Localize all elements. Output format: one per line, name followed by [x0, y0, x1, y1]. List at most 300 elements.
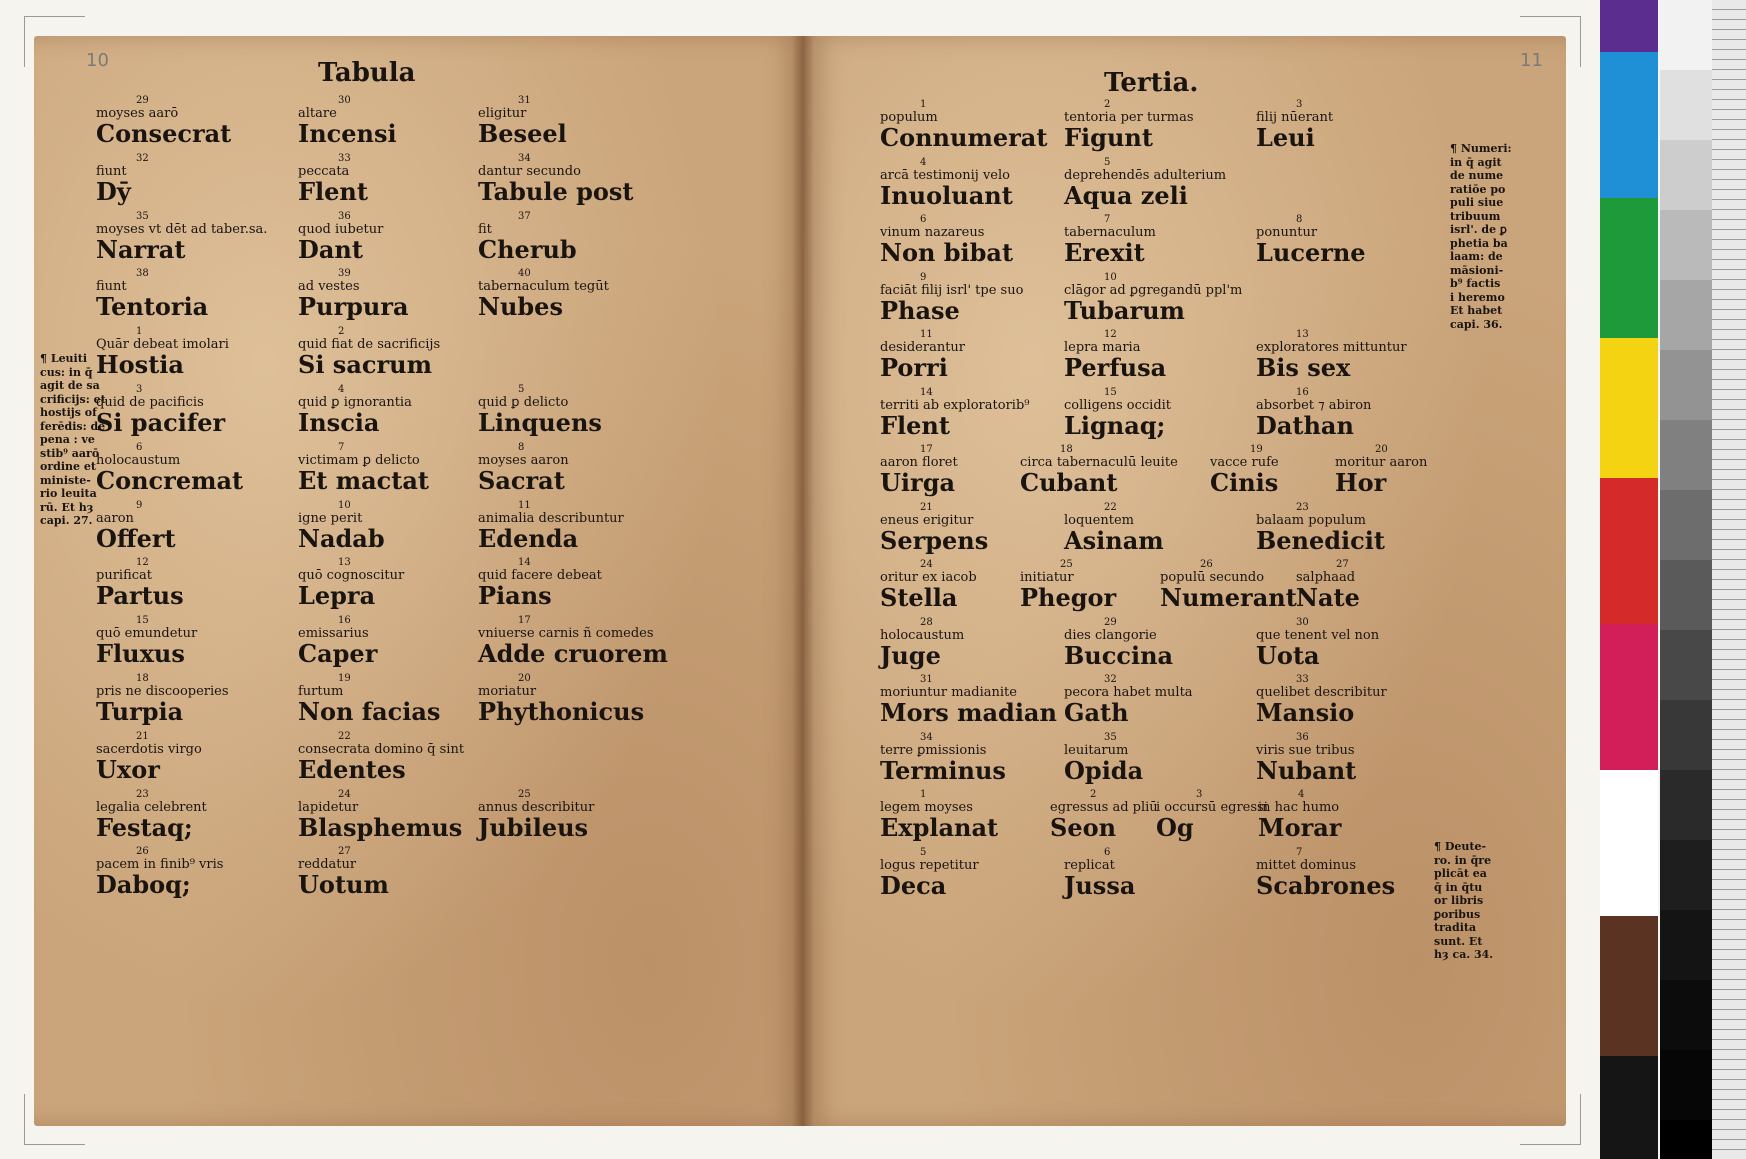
left-entry [298, 327, 440, 378]
entry-gloss: furtum [298, 684, 344, 699]
entry-headword: Si sacrum [298, 350, 432, 380]
entry-gloss: animalia describuntur [478, 510, 624, 526]
entry-headword: Si pacifer [96, 408, 226, 437]
margin-note-line: ꝑoribus [1434, 907, 1481, 921]
right-entry [1335, 445, 1427, 496]
entry-number: 33 [1296, 674, 1309, 685]
right-entry [880, 560, 977, 611]
right-entry [1064, 503, 1164, 554]
entry-gloss: leuitarum [1064, 742, 1129, 758]
entry-headword: Edentes [298, 754, 406, 784]
entry-number: 5 [920, 846, 927, 858]
entry-number: 14 [518, 557, 531, 569]
right-entry [1256, 618, 1379, 669]
entry-number: 18 [136, 673, 149, 684]
entry-headword: Linquens [478, 408, 602, 437]
entry-gloss: vinum nazareus [880, 225, 985, 240]
right-page-heading: Tertia. [1104, 68, 1199, 98]
left-entry [478, 269, 609, 320]
margin-note-line: Et habet [1450, 304, 1503, 317]
entry-number: 6 [1104, 846, 1111, 858]
entry-gloss: filij nūerant [1256, 110, 1334, 125]
entry-headword: Purpura [298, 292, 409, 322]
entry-number: 30 [1296, 616, 1309, 628]
entry-headword: Explanat [880, 813, 999, 842]
entry-number: 3 [1296, 99, 1303, 110]
entry-gloss: moyses vt dēt ad taber.sa. [96, 221, 268, 237]
entry-gloss: egressus ad pliū [1050, 800, 1158, 815]
entry-headword: Dant [298, 234, 363, 264]
left-entry [298, 501, 385, 552]
margin-note-line: q̄ in q̄tu [1434, 880, 1483, 894]
entry-number: 2 [338, 326, 345, 338]
entry-headword: Stella [880, 583, 958, 612]
entry-headword: Non facias [298, 697, 441, 726]
crop-mark [1520, 1094, 1581, 1145]
left-entry [478, 790, 594, 841]
entry-gloss: faciāt filij isrl' tpe suo [880, 282, 1024, 298]
right-entry [880, 158, 1013, 209]
margin-note-line: or libris [1434, 894, 1484, 907]
entry-headword: Perfusa [1064, 353, 1167, 382]
swatch-magenta [1600, 624, 1658, 770]
right-entry [880, 675, 1057, 726]
swatch-green [1600, 198, 1658, 338]
swatch-yellow [1600, 338, 1658, 478]
entry-gloss: lepra maria [1064, 340, 1141, 355]
entry-number: 3 [136, 384, 143, 395]
entry-headword: Blasphemus [298, 812, 463, 842]
margin-note-line: sunt. Et [1434, 934, 1483, 948]
entry-gloss: territi ab exploratorib⁹ [880, 397, 1030, 413]
entry-gloss: holocaustum [96, 452, 181, 468]
margin-note-line: phetia ba [1450, 236, 1508, 250]
margin-note-line: stib⁹ aarō [40, 446, 100, 460]
margin-note-line: hȝ ca. 34. [1434, 948, 1494, 961]
color-calibration-strip [1600, 0, 1658, 1159]
entry-gloss: vniuerse carnis ñ comedes [478, 626, 654, 642]
left-entry [298, 443, 429, 494]
left-entry [298, 212, 383, 263]
entry-number: 36 [1296, 731, 1309, 743]
left-entry [298, 385, 412, 436]
entry-gloss: replicat [1064, 857, 1115, 873]
entry-gloss: aaron floret [880, 455, 958, 470]
entry-number: 7 [1104, 214, 1111, 225]
entry-headword: Hostia [96, 350, 184, 380]
gray-calibration-strip [1660, 0, 1712, 1159]
right-entry [1064, 848, 1135, 899]
entry-number: 22 [338, 730, 351, 742]
left-entry [478, 154, 633, 205]
swatch-black [1600, 1056, 1658, 1159]
margin-note-line: rio leuita [40, 487, 97, 500]
entry-headword: Figunt [1064, 123, 1153, 152]
entry-gloss: viris sue tribus [1256, 742, 1355, 758]
entry-headword: Leui [1256, 123, 1315, 152]
entry-gloss: quod iubetur [298, 221, 384, 237]
entry-headword: Jubileus [478, 812, 589, 842]
right-entry [1064, 675, 1193, 726]
entry-number: 26 [136, 846, 149, 858]
margin-note-line: ratiōe po [1450, 182, 1506, 196]
right-entry [880, 848, 979, 899]
entry-headword: Cubant [1020, 468, 1118, 497]
entry-headword: Benedicit [1256, 525, 1385, 555]
entry-number: 24 [920, 559, 933, 570]
margin-note-line: puli siue [1450, 196, 1504, 209]
swatch-blue [1600, 52, 1658, 198]
entry-gloss: quid ꝑ delicto [478, 395, 569, 410]
entry-gloss: legalia celebrent [96, 799, 207, 815]
entry-headword: Edenda [478, 523, 579, 553]
left-entry [96, 616, 197, 667]
right-entry [1256, 330, 1407, 381]
right-entry [1256, 215, 1366, 266]
margin-note-line: ferēdis: de [40, 419, 106, 433]
entry-number: 25 [518, 788, 531, 800]
entry-number: 34 [920, 731, 933, 743]
entry-number: 2 [1090, 789, 1097, 800]
swatch-white [1600, 770, 1658, 916]
right-entry [1064, 100, 1194, 151]
entry-headword: Hor [1335, 468, 1387, 497]
entry-headword: Inuoluant [880, 180, 1013, 210]
entry-gloss: loquentem [1064, 512, 1134, 528]
margin-note-line: crificijs: et [40, 392, 106, 406]
entry-headword: Opida [1064, 755, 1144, 785]
entry-gloss: eligitur [478, 106, 527, 121]
entry-number: 6 [136, 441, 143, 453]
entry-headword: Uirga [880, 468, 956, 497]
left-entry [298, 790, 462, 841]
entry-number: 32 [1104, 674, 1117, 685]
margin-note-line: capi. 36. [1450, 317, 1503, 331]
margin-note-line: māsioni- [1450, 263, 1504, 277]
right-entry [1258, 790, 1341, 841]
entry-number: 20 [518, 673, 531, 684]
entry-gloss: fiunt [96, 279, 127, 295]
right-entry [1256, 388, 1371, 439]
entry-gloss: quid fiat de sacrificijs [298, 337, 441, 353]
entry-headword: Erexit [1064, 238, 1145, 267]
entry-headword: Gath [1064, 698, 1129, 727]
entry-number: 23 [136, 788, 149, 800]
entry-gloss: peccata [298, 163, 350, 179]
left-entry [478, 212, 577, 263]
entry-number: 12 [1104, 329, 1117, 340]
right-entry [880, 790, 998, 841]
entry-gloss: tabernaculum tegūt [478, 279, 609, 295]
entry-gloss: ponuntur [1256, 225, 1318, 240]
entry-headword: Concremat [96, 465, 244, 495]
entry-gloss: circa tabernaculū leuite [1020, 455, 1178, 470]
entry-number: 15 [1104, 386, 1117, 398]
entry-gloss: arcā testimonij velo [880, 167, 1010, 183]
entry-gloss: exploratores mittuntur [1256, 340, 1407, 355]
entry-number: 5 [1104, 156, 1111, 168]
entry-headword: Dȳ [96, 176, 131, 206]
margin-note-line: rū. Et hȝ [40, 500, 94, 514]
left-entry [478, 558, 602, 609]
entry-number: 9 [920, 271, 927, 283]
entry-headword: Sacrat [478, 465, 565, 495]
entry-headword: Lignaq; [1064, 410, 1166, 440]
entry-number: 21 [920, 501, 933, 513]
entry-gloss: pacem in finib⁹ vris [96, 857, 224, 873]
right-entry [1156, 790, 1268, 841]
left-entry [96, 847, 223, 898]
margin-note-line: hostijs of [40, 406, 97, 419]
entry-gloss: logus repetitur [880, 857, 979, 873]
entry-number: 24 [338, 788, 351, 800]
left-entry [478, 443, 569, 494]
entry-number: 23 [1296, 501, 1309, 513]
entry-number: 27 [1336, 559, 1349, 570]
margin-note-line: plicāt ea [1434, 867, 1487, 880]
right-entry [1256, 503, 1385, 554]
entry-number: 33 [338, 152, 351, 164]
entry-headword: Uxor [96, 754, 160, 784]
entry-headword: Tabule post [478, 176, 634, 206]
entry-gloss: pecora habet multa [1064, 685, 1193, 700]
entry-headword: Nate [1296, 583, 1360, 612]
entry-number: 1 [920, 99, 927, 110]
entry-number: 7 [1296, 846, 1303, 858]
margin-note-line: capi. 27. [40, 514, 93, 527]
entry-gloss: tentoria per turmas [1064, 110, 1194, 125]
left-entry [96, 501, 176, 552]
left-entry [96, 732, 202, 783]
margin-note-line: pena : ve [40, 433, 95, 446]
margin-note-line: de nume [1450, 169, 1504, 182]
entry-headword: Daboq; [96, 870, 191, 900]
entry-number: 28 [920, 616, 933, 628]
entry-gloss: oritur ex iacob [880, 570, 977, 585]
right-entry [1256, 733, 1356, 784]
left-entry [478, 674, 644, 725]
entry-gloss: balaam populum [1256, 512, 1366, 528]
entry-gloss: ad vestes [298, 279, 360, 295]
entry-number: 4 [920, 156, 927, 168]
entry-headword: Pians [478, 581, 552, 611]
right-entry [1064, 215, 1156, 266]
margin-note-line: b⁹ factis [1450, 277, 1501, 290]
entry-number: 37 [518, 210, 531, 222]
entry-gloss: i occursū egressi [1156, 800, 1268, 815]
entry-number: 36 [338, 210, 351, 222]
entry-gloss: emissarius [298, 626, 369, 642]
margin-note-line: i heremo [1450, 290, 1505, 304]
entry-gloss: dies clangorie [1064, 627, 1157, 643]
entry-gloss: annus describitur [478, 799, 595, 815]
entry-headword: Turpia [96, 697, 184, 726]
right-entry [880, 100, 1047, 151]
right-entry [1064, 388, 1171, 439]
right-margin-note-numeri [1450, 142, 1512, 331]
entry-number: 11 [518, 499, 531, 511]
entry-headword: Numerant [1160, 583, 1297, 612]
entry-headword: Offert [96, 523, 176, 553]
entry-headword: Narrat [96, 234, 186, 264]
left-entry [96, 674, 229, 725]
entry-number: 31 [920, 674, 933, 685]
right-entry [1064, 618, 1173, 669]
margin-note-line: cus: in q̄ [40, 365, 93, 379]
entry-headword: Tubarum [1064, 295, 1185, 325]
margin-note-line: ¶ Numeri: [1450, 142, 1512, 155]
entry-number: 19 [1250, 444, 1263, 455]
entry-gloss: populū secundo [1160, 570, 1265, 585]
right-entry [1020, 445, 1178, 496]
entry-number: 31 [518, 95, 531, 106]
entry-number: 32 [136, 152, 149, 164]
entry-number: 12 [136, 557, 149, 569]
entry-number: 10 [1104, 271, 1117, 283]
entry-headword: Phythonicus [478, 697, 645, 726]
right-entry [880, 733, 1006, 784]
entry-headword: Terminus [880, 755, 1006, 785]
entry-gloss: quid ꝑ ignorantia [298, 395, 412, 410]
entry-headword: Consecrat [96, 119, 232, 148]
entry-gloss: purificat [96, 568, 152, 584]
entry-headword: Uota [1256, 640, 1320, 670]
right-entry [880, 618, 964, 669]
entry-gloss: desiderantur [880, 340, 966, 355]
left-entry [96, 558, 184, 609]
entry-headword: Beseel [478, 119, 567, 148]
entry-gloss: legem moyses [880, 800, 973, 815]
left-entry [478, 616, 668, 667]
entry-number: 35 [1104, 731, 1117, 743]
entry-number: 38 [136, 268, 149, 280]
left-margin-note [40, 352, 106, 528]
crop-mark [24, 1094, 85, 1145]
entry-headword: Mors madian [880, 698, 1057, 727]
entry-headword: Flent [880, 410, 950, 440]
entry-headword: Cinis [1210, 468, 1279, 497]
entry-gloss: sacerdotis virgo [96, 741, 202, 757]
entry-number: 40 [518, 268, 531, 280]
entry-number: 17 [920, 444, 933, 455]
entry-gloss: quō emundetur [96, 626, 198, 642]
left-entry [298, 616, 377, 667]
left-entry [298, 558, 404, 609]
entry-gloss: altare [298, 106, 337, 121]
entry-headword: Incensi [298, 119, 397, 148]
entry-headword: Fluxus [96, 639, 185, 669]
entry-headword: Lucerne [1256, 238, 1366, 267]
entry-headword: Uotum [298, 870, 389, 900]
entry-gloss: clāgor ad ꝑgregandū ppl'm [1064, 282, 1243, 298]
entry-gloss: absorbet ⁊ abiron [1256, 397, 1372, 413]
left-entry [96, 269, 208, 320]
left-entry [478, 501, 624, 552]
swatch-purple [1600, 0, 1658, 52]
entry-number: 39 [338, 268, 351, 280]
swatch-brown [1600, 916, 1658, 1056]
entry-headword: Bis sex [1256, 353, 1351, 382]
entry-gloss: quelibet describitur [1256, 685, 1387, 700]
left-entry [298, 154, 368, 205]
entry-headword: Phegor [1020, 583, 1117, 612]
entry-number: 29 [1104, 616, 1117, 628]
entry-headword: Og [1156, 813, 1194, 842]
entry-headword: Connumerat [880, 123, 1048, 152]
entry-gloss: fit [478, 221, 492, 237]
entry-number: 11 [920, 329, 933, 340]
left-entry [298, 269, 409, 320]
entry-number: 13 [1296, 329, 1309, 340]
entry-headword: Festaq; [96, 812, 193, 842]
right-folio-number: 11 [1520, 50, 1543, 71]
entry-headword: Lepra [298, 581, 376, 611]
entry-gloss: lapidetur [298, 799, 359, 815]
right-entry [880, 273, 1023, 324]
entry-number: 34 [518, 152, 531, 164]
margin-note-line: ¶ Deute- [1434, 840, 1487, 853]
entry-headword: Phase [880, 295, 960, 325]
left-entry [96, 385, 225, 436]
entry-gloss: eneus erigitur [880, 512, 974, 528]
entry-gloss: populum [880, 110, 938, 125]
entry-headword: Buccina [1064, 640, 1174, 670]
entry-number: 1 [136, 326, 143, 338]
entry-gloss: quid facere debeat [478, 568, 602, 584]
right-entry [1160, 560, 1297, 611]
entry-number: 3 [1196, 789, 1203, 800]
margin-note-line: ro. in q̄re [1434, 853, 1492, 867]
entry-number: 35 [136, 210, 149, 222]
right-entry [1064, 158, 1226, 209]
entry-gloss: dantur secundo [478, 163, 581, 179]
left-entry [298, 674, 440, 725]
entry-gloss: terre ꝑmissionis [880, 742, 987, 758]
left-entry [96, 790, 207, 841]
entry-number: 19 [338, 673, 351, 684]
entry-number: 10 [338, 499, 351, 511]
left-entry [96, 443, 243, 494]
entry-gloss: fiunt [96, 163, 127, 179]
entry-headword: Et mactat [298, 465, 430, 495]
left-entry [298, 847, 389, 898]
entry-gloss: moriatur [478, 684, 537, 699]
entry-number: 20 [1375, 444, 1388, 455]
left-entry [478, 96, 567, 147]
entry-number: 4 [1298, 789, 1305, 800]
margin-note-line: ordine et [40, 460, 96, 473]
right-entry [1256, 848, 1395, 899]
margin-note-line: tradita [1434, 921, 1477, 934]
right-entry [880, 445, 958, 496]
entry-number: 26 [1200, 559, 1213, 570]
entry-headword: Porri [880, 353, 948, 382]
entry-headword: Non bibat [880, 238, 1014, 267]
right-entry [1064, 733, 1143, 784]
entry-number: 5 [518, 384, 525, 395]
left-entry [478, 385, 602, 436]
right-entry [1256, 100, 1333, 151]
right-entry [880, 215, 1013, 266]
entry-number: 8 [518, 441, 525, 453]
right-entry [1050, 790, 1158, 841]
entry-gloss: tabernaculum [1064, 225, 1156, 240]
entry-headword: Adde cruorem [478, 639, 668, 669]
entry-gloss: igne perit [298, 510, 363, 526]
entry-headword: Dathan [1256, 410, 1354, 440]
right-entry [880, 503, 988, 554]
entry-headword: Mansio [1256, 698, 1355, 727]
